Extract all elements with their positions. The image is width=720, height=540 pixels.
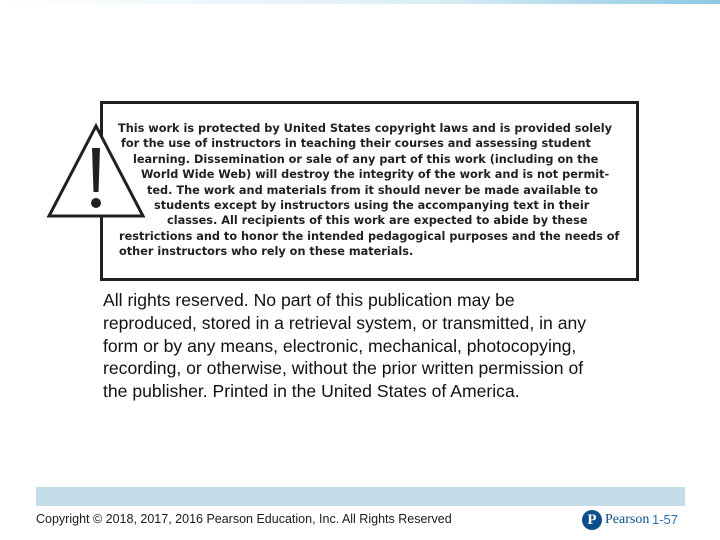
rights-line: reproduced, stored in a retrieval system, or transmitted, in any xyxy=(103,312,587,333)
rights-line: All rights reserved. No part of this publication may be xyxy=(103,290,515,310)
copyright-warning-text xyxy=(104,121,632,260)
pearson-p-icon: P xyxy=(582,510,602,530)
slide-number: 1-57 xyxy=(652,512,679,527)
warning-line: students except by instructors using the accompanying text in their xyxy=(154,199,590,213)
warning-line: other instructors who rely on these materials. xyxy=(119,245,414,259)
footer-copyright: Copyright © 2018, 2017, 2016 Pearson Education, Inc. All Rights Reserved xyxy=(36,512,452,526)
footer-band xyxy=(36,487,685,506)
warning-line: restrictions and to honor the intended pedagogical purposes and the needs of xyxy=(119,229,620,243)
warning-line: World Wide Web) will destroy the integrity of the work and is not permit- xyxy=(141,168,610,182)
warning-line: for the use of instructors in teaching their courses and assessing student xyxy=(121,137,591,151)
all-rights-reserved-text xyxy=(103,289,643,403)
rights-line: form or by any means, electronic, mechanical, photocopying, xyxy=(103,335,577,356)
warning-line: This work is protected by United States copyright laws and is provided solely xyxy=(118,122,613,135)
pearson-logo xyxy=(582,509,649,531)
top-accent-bar xyxy=(0,0,720,4)
warning-line: classes. All recipients of this work are expected to abide by these xyxy=(167,214,588,228)
pearson-wordmark: Pearson xyxy=(605,512,650,527)
warning-line: learning. Dissemination or sale of any part of this work (including on the xyxy=(133,152,599,166)
rights-line: recording, or otherwise, without the prior written permission of xyxy=(103,358,584,379)
rights-line: the publisher. Printed in the United States of America. xyxy=(103,381,520,402)
warning-line: ted. The work and materials from it should never be made available to xyxy=(147,183,598,197)
